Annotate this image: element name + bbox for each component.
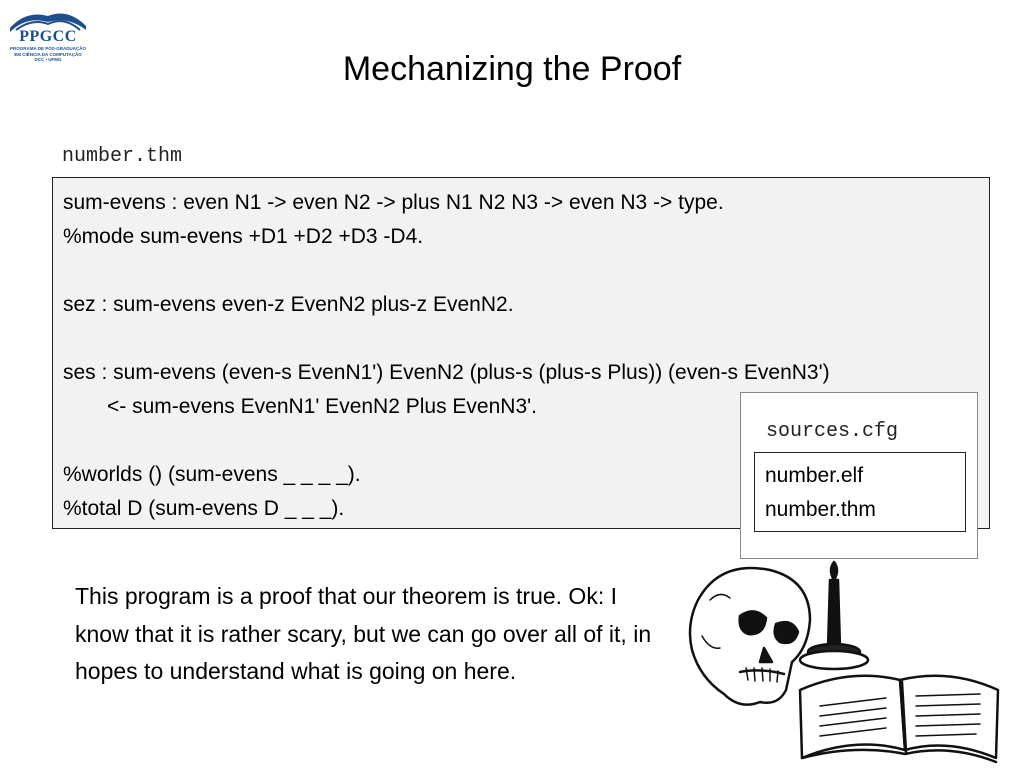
skull-candle-book-icon (680, 540, 1020, 768)
code-file-label: number.thm (62, 145, 183, 168)
code-line: %worlds () (sum-evens _ _ _ _). (63, 463, 361, 486)
slide-title: Mechanizing the Proof (342, 50, 682, 88)
code-line: %mode sum-evens +D1 +D2 +D3 -D4. (63, 225, 424, 248)
code-line: sum-evens : even N1 -> even N2 -> plus N1 N2 N3 -> even N3 -> type. (63, 191, 724, 214)
code-line (63, 254, 989, 288)
code-line: sez : sum-evens even-z EvenN2 plus-z EvenN2. (63, 293, 514, 316)
logo-subtitle-line: PROGRAMA DE PÓS-GRADUAÇÃO (9, 46, 87, 51)
sources-cfg-line: number.thm (765, 498, 876, 521)
logo-wordmark: PPGCC (19, 28, 77, 45)
sources-cfg-label: sources.cfg (766, 420, 899, 443)
explanation-paragraph: This program is a proof that our theorem is true. Ok: I know that it is rather scary, but we can go over all of it, in hopes to understand what is going on here. (75, 583, 652, 684)
logo-subtitle-line: DCC • UFMG (34, 57, 62, 62)
logo-subtitle-line: EM CIÊNCIA DA COMPUTAÇÃO (14, 51, 82, 57)
code-line: %total D (sum-evens D _ _ _). (63, 497, 345, 520)
code-line: <- sum-evens EvenN1' EvenN2 Plus EvenN3'. (107, 395, 537, 418)
sources-cfg-line: number.elf (765, 464, 864, 487)
sources-cfg-box (754, 452, 966, 532)
code-line: ses : sum-evens (even-s EvenN1') EvenN2 (plus-s (plus-s Plus)) (even-s EvenN3') (63, 361, 830, 384)
sources-cfg-panel (740, 392, 978, 559)
code-line (63, 322, 989, 356)
